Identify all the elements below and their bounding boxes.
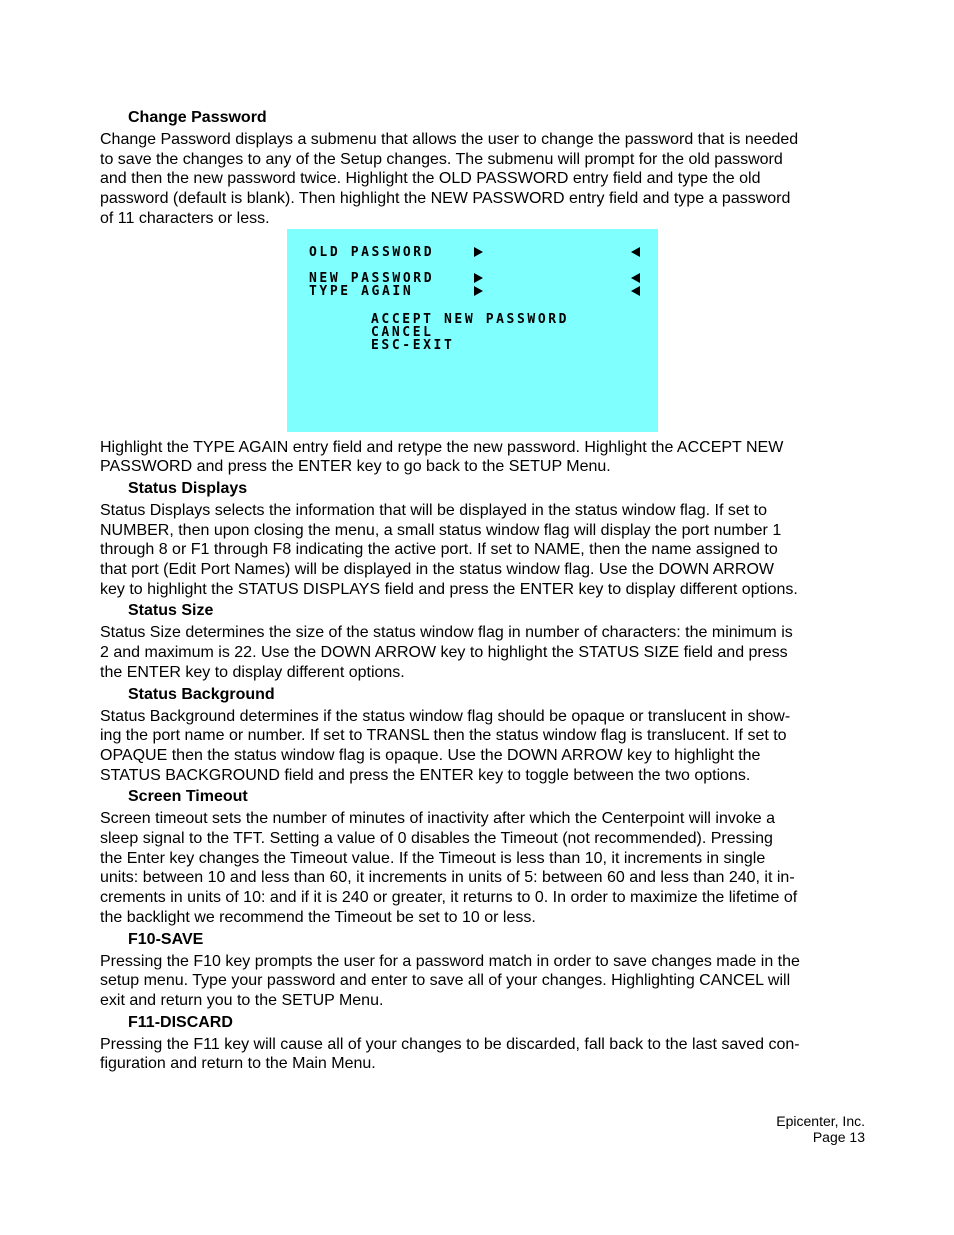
heading-status-size: Status Size (128, 602, 214, 620)
cancel-option: CANCEL (371, 324, 434, 340)
paragraph-f10-save: Pressing the F10 key prompts the user for a password match in order to save changes made in the setup menu. Type your password and enter to save all of your changes. Highlighting CANCEL will exit and return you to the SETUP Menu. (100, 952, 800, 1009)
field-start-arrow-icon (474, 286, 483, 296)
heading-status-displays: Status Displays (128, 479, 248, 497)
field-start-arrow-icon (474, 273, 483, 283)
old-password-field-label: OLD PASSWORD (309, 244, 435, 260)
paragraph-change-password: Change Password displays a submenu that allows the user to change the password that is needed to save the changes to any of the Setup changes. The submenu will prompt for the old password and then the new password twice. Highlight the OLD PASSWORD entry field and type the old password (default is blank). Then highlight the NEW PASSWORD entry field and type a password of 11 characters or less. (100, 131, 799, 227)
heading-f10-save: F10-SAVE (128, 930, 204, 948)
page-footer (776, 1113, 865, 1145)
accept-new-password-option: ACCEPT NEW PASSWORD (371, 311, 570, 327)
heading-screen-timeout: Screen Timeout (128, 788, 248, 806)
heading-f11-discard: F11-DISCARD (128, 1013, 233, 1031)
field-end-arrow-icon (631, 273, 640, 283)
esc-exit-option: ESC-EXIT (371, 337, 455, 353)
paragraph-screen-timeout: Screen timeout sets the number of minutes of inactivity after which the Centerpoint will invoke a sleep signal to the TFT. Setting a value of 0 disables the Timeout (not recommended). Pressing the Enter key changes the Timeout value. If the Timeout is less than 10, it increments in single units: between 10 and less than 60, it increments in units of 5: between 60 and less than 240, it in- crements in units of 10: and if it is 240 or greater, it returns to 0. In order to maximize the lifetime of the backlight we recommend the Timeout be set to 10 or less. (100, 810, 798, 926)
paragraph-status-size: Status Size determines the size of the status window flag in number of characters: the minimum is 2 and maximum is 22. Use the DOWN ARROW key to highlight the STATUS SIZE field and press the ENTER key to display different options. (100, 624, 793, 681)
heading-change-password: Change Password (128, 109, 267, 126)
field-start-arrow-icon (474, 247, 483, 257)
new-password-field-label: NEW PASSWORD (309, 270, 435, 286)
heading-status-background: Status Background (128, 685, 275, 703)
paragraph-status-background: Status Background determines if the status window flag should be opaque or translucent in show- ing the port name or number. If set to TRANSL then the status window flag is translucent. If set to OPAQUE then the status window flag is opaque. Use the DOWN ARROW key to highlight the STATUS BACKGROUND field and press the ENTER key to toggle between the two options. (100, 707, 791, 784)
footer-page-number: Page 13 (812, 1129, 865, 1145)
paragraph-change-password-after: Highlight the TYPE AGAIN entry field and retype the new password. Highlight the ACCEPT NEW PASSWORD and press the ENTER key to go back to the SETUP Menu. (100, 438, 784, 476)
password-submenu-screen (287, 229, 658, 432)
field-end-arrow-icon (631, 247, 640, 257)
paragraph-status-displays: Status Displays selects the information that will be displayed in the status window flag. If set to NUMBER, then upon closing the menu, a small status window flag will display the port number 1 through 8 or F1 through F8 indicating the active port. If set to NAME, then the name assigned to that port (Edit Port Names) will be displayed in the status window flag. Use the DOWN ARROW key to highlight the STATUS DISPLAYS field and press the ENTER key to display different options. (100, 501, 798, 598)
document-body (100, 106, 860, 1074)
field-end-arrow-icon (631, 286, 640, 296)
paragraph-f11-discard: Pressing the F11 key will cause all of your changes to be discarded, fall back to the last saved con- figuration and return to the Main Menu. (100, 1035, 800, 1073)
footer-company: Epicenter, Inc. (776, 1113, 865, 1129)
type-again-field-label: TYPE AGAIN (309, 283, 414, 299)
